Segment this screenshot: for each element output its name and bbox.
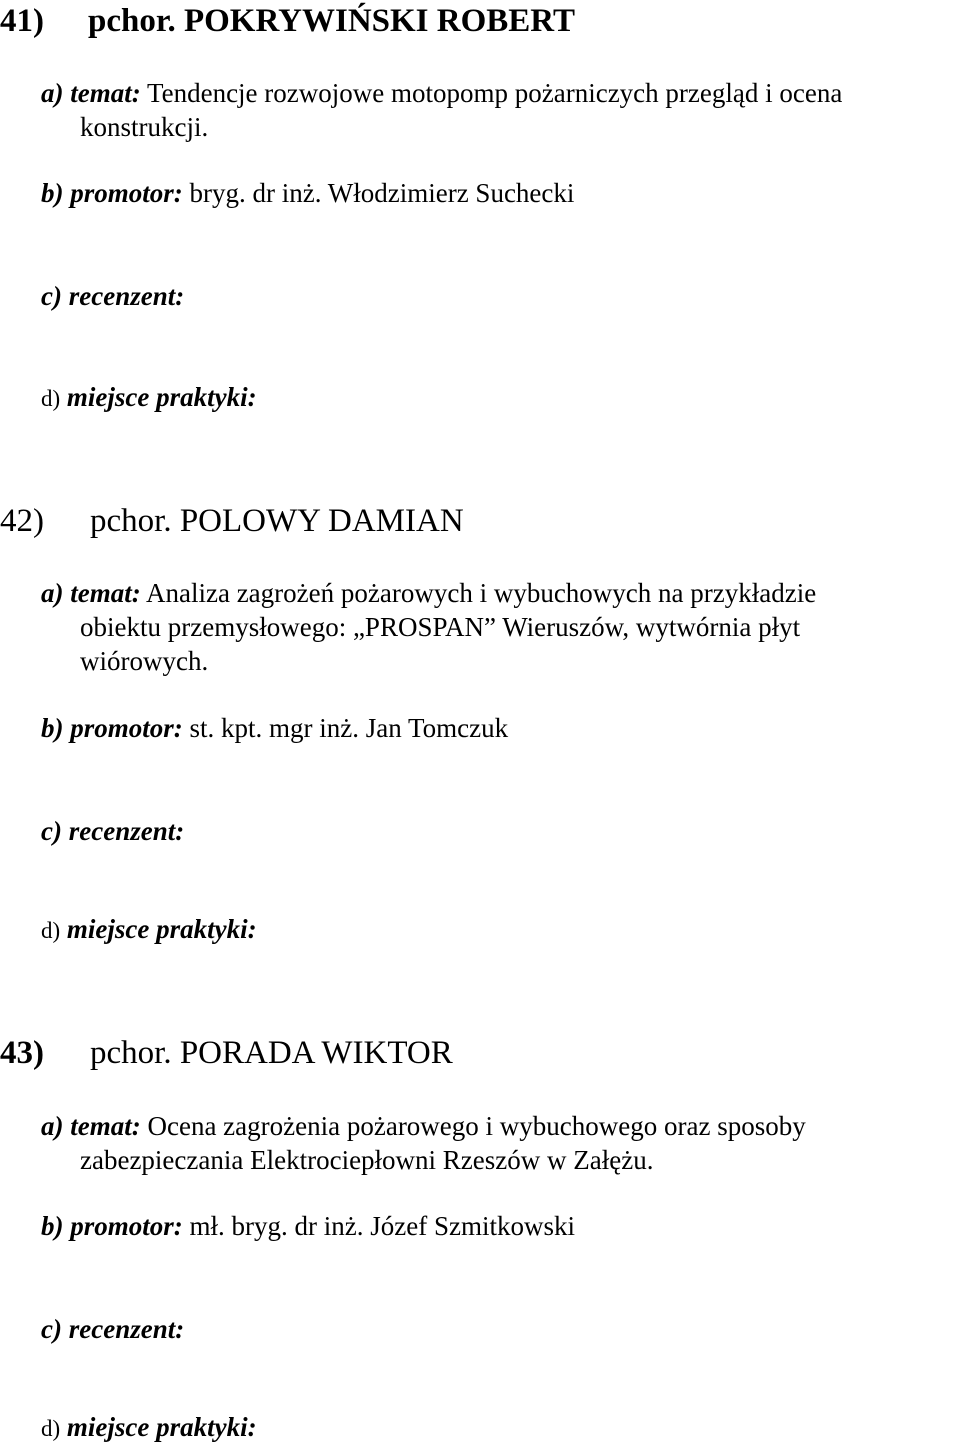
temat-label: temat: [70, 1111, 141, 1141]
promotor-value: bryg. dr inż. Włodzimierz Suchecki [189, 178, 575, 208]
miejsce-label: miejsce praktyki: [66, 1412, 257, 1442]
promotor-field [41, 176, 959, 210]
temat-value: Tendencje rozwojowe motopomp pożarniczych przegląd i ocena [147, 78, 843, 108]
temat-value-continued: wiórowych. [80, 646, 209, 676]
promotor-field [41, 1209, 959, 1243]
recenzent-label: recenzent: [68, 281, 185, 311]
temat-letter: a) [41, 578, 64, 608]
entry-heading [0, 1032, 453, 1074]
temat-field [41, 576, 959, 678]
temat-letter: a) [41, 78, 64, 108]
recenzent-label: recenzent: [68, 816, 185, 846]
entry-rank: pchor. [90, 1035, 172, 1071]
entry-rank: pchor. [90, 503, 172, 539]
promotor-letter: b) [41, 713, 64, 743]
recenzent-field [41, 1312, 959, 1346]
miejsce-label: miejsce praktyki: [66, 382, 257, 412]
entry-heading [0, 0, 575, 42]
promotor-letter: b) [41, 178, 64, 208]
temat-label: temat: [70, 578, 141, 608]
entry-number: 43) [0, 1035, 44, 1071]
miejsce-field [41, 1410, 959, 1446]
entry-name: PORADA WIKTOR [179, 1035, 453, 1071]
entry-rank: pchor. [88, 3, 176, 39]
temat-label: temat: [70, 78, 141, 108]
entry-name: POKRYWIŃSKI ROBERT [183, 3, 575, 39]
recenzent-field [41, 279, 959, 313]
miejsce-letter: d) [41, 386, 61, 411]
temat-value-continued: obiektu przemysłowego: „PROSPAN” Wieruszów, wytwórnia płyt [80, 612, 801, 642]
miejsce-label: miejsce praktyki: [66, 914, 257, 944]
miejsce-letter: d) [41, 1416, 61, 1441]
promotor-value: st. kpt. mgr inż. Jan Tomczuk [189, 713, 509, 743]
temat-value-continued: konstrukcji. [80, 112, 209, 142]
recenzent-letter: c) [41, 281, 62, 311]
recenzent-letter: c) [41, 816, 62, 846]
entry-heading [0, 500, 464, 542]
promotor-field [41, 711, 959, 745]
entry-name: POLOWY DAMIAN [179, 503, 464, 539]
entry-number: 42) [0, 503, 44, 539]
temat-value-continued: zabezpieczania Elektrociepłowni Rzeszów w Załężu. [80, 1145, 654, 1175]
recenzent-letter: c) [41, 1314, 62, 1344]
temat-field [41, 1109, 959, 1177]
miejsce-field [41, 380, 959, 416]
entry-number: 41) [0, 3, 44, 39]
recenzent-field [41, 814, 959, 848]
temat-field [41, 76, 959, 144]
promotor-label: promotor: [70, 713, 183, 743]
promotor-value: mł. bryg. dr inż. Józef Szmitkowski [189, 1211, 575, 1241]
promotor-label: promotor: [70, 1211, 183, 1241]
temat-letter: a) [41, 1111, 64, 1141]
temat-value: Ocena zagrożenia pożarowego i wybuchowego oraz sposoby [147, 1111, 806, 1141]
temat-value: Analiza zagrożeń pożarowych i wybuchowych na przykładzie [146, 578, 817, 608]
promotor-letter: b) [41, 1211, 64, 1241]
miejsce-letter: d) [41, 918, 61, 943]
miejsce-field [41, 912, 959, 948]
recenzent-label: recenzent: [68, 1314, 185, 1344]
promotor-label: promotor: [70, 178, 183, 208]
